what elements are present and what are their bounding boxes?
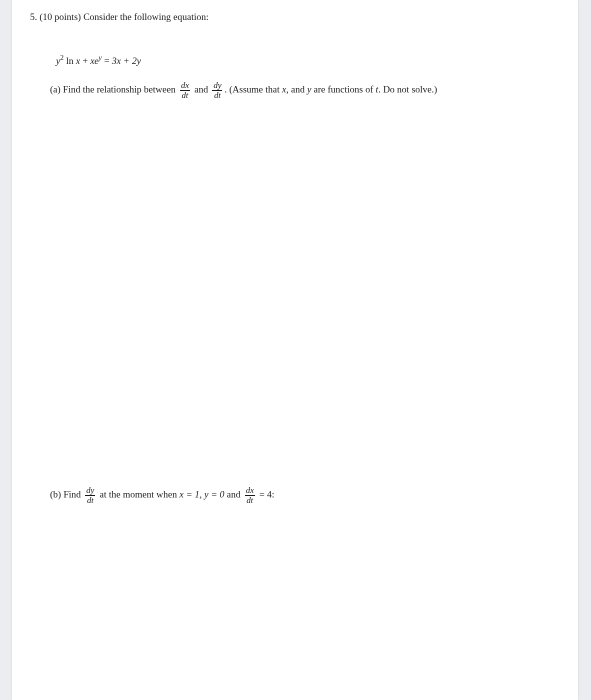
fraction-numerator: dy (213, 80, 222, 90)
part-b-text: Find (63, 490, 81, 501)
part-b-text2: at the moment when (99, 490, 177, 501)
part-a-label: (a) (50, 85, 61, 96)
part-a-note-mid2: are functions of (313, 85, 374, 96)
part-a-note-start: . (Assume that (224, 85, 280, 96)
fraction-numerator: dx (180, 80, 189, 90)
eq-square: 2 (60, 54, 64, 62)
var-t: t (375, 85, 379, 96)
eq-rhs: 3x + 2y (111, 57, 141, 67)
part-a (50, 81, 437, 100)
eq-x2: x (90, 57, 95, 67)
problem-number: 5. (30, 13, 38, 23)
var-x: x (282, 85, 287, 96)
part-b (50, 486, 274, 505)
problem-header (30, 12, 209, 24)
part-b-label: (b) (50, 490, 62, 501)
part-a-and: and (194, 85, 209, 96)
part-a-text: Find the relationship between (62, 85, 176, 96)
fraction-denominator: dt (86, 495, 94, 505)
fraction-dy-dt (85, 486, 95, 505)
problem-prompt: Consider the following equation: (83, 13, 209, 23)
eq-equals: = (104, 57, 110, 67)
part-b-and: and (226, 490, 241, 501)
fraction-denominator: dt (246, 495, 254, 505)
fraction-dx-dt (245, 486, 255, 505)
fraction-denominator: dt (181, 90, 189, 100)
fraction-numerator: dx (245, 485, 254, 495)
fraction-denominator: dt (214, 90, 221, 100)
fraction-numerator: dy (86, 485, 95, 495)
fraction-dy-dt (212, 81, 222, 100)
eq-plus: + (82, 57, 88, 67)
eq-y-exponent: y (98, 54, 102, 62)
var-y: y (307, 85, 312, 96)
part-a-note-end: . Do not solve.) (378, 85, 438, 96)
eq-y: y (56, 57, 61, 67)
part-b-condition: x = 1, y = 0 (179, 490, 225, 501)
equation (56, 52, 141, 68)
part-a-note-mid: , and (286, 85, 305, 96)
part-b-rhs: = 4: (259, 490, 275, 501)
eq-x1: x (75, 57, 81, 67)
eq-e: e (94, 57, 99, 67)
fraction-dx-dt (180, 81, 190, 100)
document-page (12, 0, 578, 700)
eq-ln: ln (66, 57, 74, 67)
problem-points: (10 points) (39, 13, 81, 23)
